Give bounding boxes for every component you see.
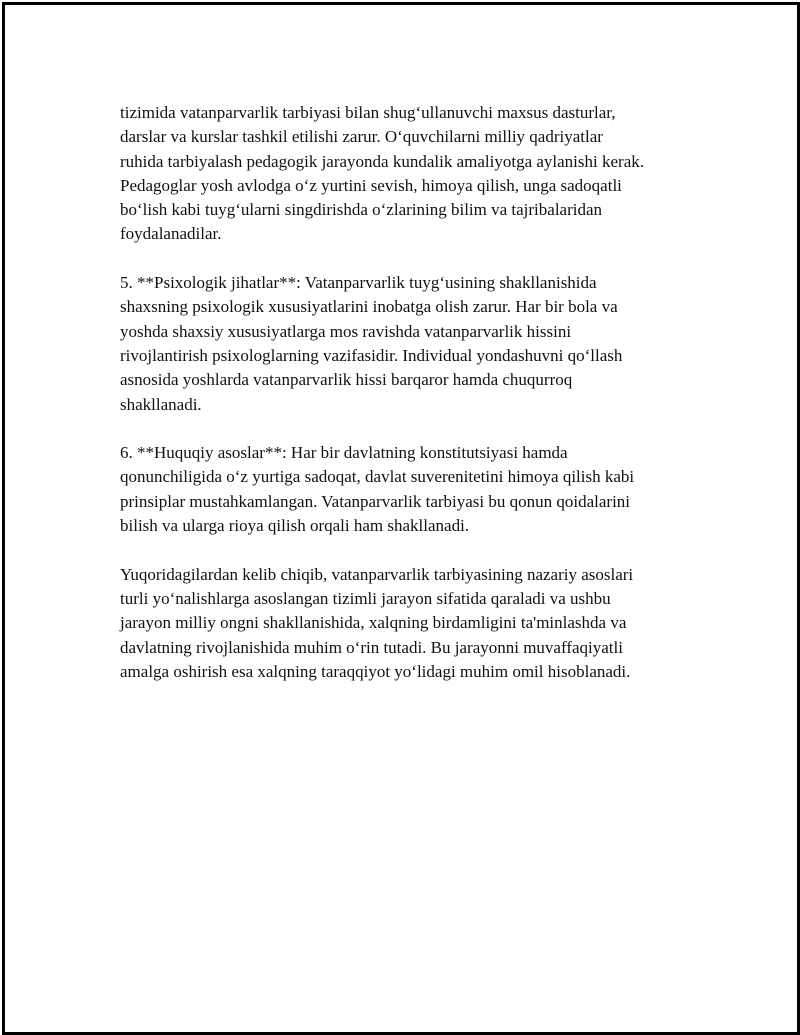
text-line: 5. **Psixologik jihatlar**: Vatanparvarlik tuyg‘usining shakllanishida [120,273,597,293]
document-body [120,101,700,708]
text-line: prinsiplar mustahkamlangan. Vatanparvarlik tarbiyasi bu qonun qoidalarini [120,491,631,511]
text-line: shaxsning psixologik xususiyatlarini inobatga olish zarur. Har bir bola va [120,297,618,317]
text-line: asnosida yoshlarda vatanparvarlik hissi barqaror hamda chuqurroq [120,370,573,390]
text-line: jarayon milliy ongni shakllanishida, xalqning birdamligini ta'minlashda va [120,613,627,633]
text-line: foydalanadilar. [120,224,222,244]
text-line: amalga oshirish esa xalqning taraqqiyot yo‘lidagi muhim omil hisoblanadi. [120,661,631,681]
paragraph-education-system [120,101,700,247]
text-line: tizimida vatanparvarlik tarbiyasi bilan shug‘ullanuvchi maxsus dasturlar, [120,103,616,122]
text-line: darslar va kurslar tashkil etilishi zarur. O‘quvchilarni milliy qadriyatlar [120,127,603,147]
text-line: davlatning rivojlanishida muhim o‘rin tutadi. Bu jarayonni muvaffaqiyatli [120,637,623,657]
text-line: Pedagoglar yosh avlodga o‘z yurtini sevish, himoya qilish, unga sadoqatli [120,175,622,195]
text-line: shakllanadi. [120,394,202,414]
paragraph-conclusion [120,563,700,684]
text-line: Yuqoridagilardan kelib chiqib, vatanparvarlik tarbiyasining nazariy asoslari [120,564,634,584]
text-line: ruhida tarbiyalash pedagogik jarayonda kundalik amaliyotga aylanishi kerak. [120,151,644,171]
text-line: rivojlantirish psixologlarning vazifasidir. Individual yondashuvni qo‘llash [120,345,623,365]
text-line: bo‘lish kabi tuyg‘ularni singdirishda o‘zlarining bilim va tajribalaridan [120,200,603,220]
text-line: turli yo‘nalishlarga asoslangan tizimli jarayon sifatida qaraladi va ushbu [120,588,611,608]
page-frame [2,2,800,1035]
paragraph-psychological-aspects [120,271,700,417]
text-line: qonunchiligida o‘z yurtiga sadoqat, davlat suverenitetini himoya qilish kabi [120,467,635,487]
text-line: bilish va ularga rioya qilish orqali ham shakllanadi. [120,516,470,536]
paragraph-legal-foundations [120,441,700,538]
text-line: yoshda shaxsiy xususiyatlarga mos ravishda vatanparvarlik hissini [120,321,572,341]
text-line: 6. **Huquqiy asoslar**: Har bir davlatning konstitutsiyasi hamda [120,443,568,463]
